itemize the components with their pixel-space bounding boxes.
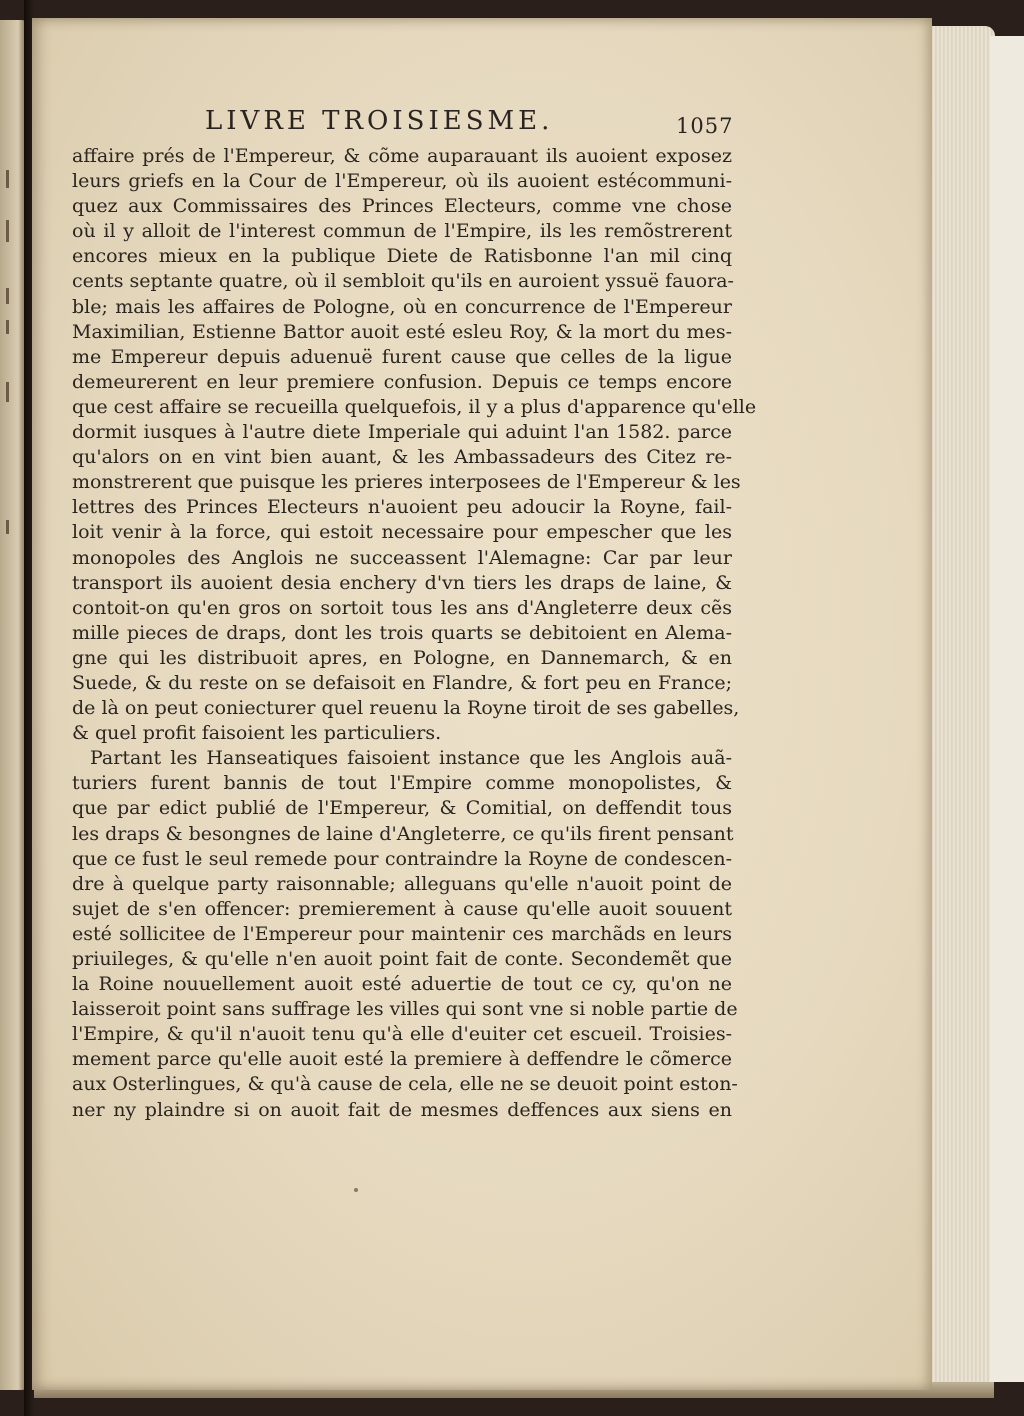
text-line: monstrerent que puisque les prieres interposees de l'Empereur & les (72, 471, 741, 494)
text-line: ner ny plaindre si on auoit fait de mesmes deffences aux siens en (72, 1098, 732, 1121)
text-line: lettres des Princes Electeurs n'auoient peu adoucir la Royne, fail- (72, 496, 732, 519)
text-line: demeurerent en leur premiere confusion. Depuis ce temps encore (72, 370, 732, 393)
text-line: dre à quelque party raisonnable; alleguans qu'elle n'auoit point de (72, 872, 732, 895)
page-number: 1057 (676, 114, 734, 138)
text-line: Maximilian, Estienne Battor auoit esté esleu Roy, & la mort du mes- (72, 320, 732, 343)
text-line: loit venir à la force, qui estoit necessaire pour empescher que les (72, 521, 732, 544)
text-line: que cest affaire se recueilla quelquefois, il y a plus d'apparence qu'elle (72, 395, 757, 418)
text-line: quez aux Commissaires des Princes Electeurs, comme vne chose (72, 195, 732, 218)
text-line: qu'alors on en vint bien auant, & les Ambassadeurs des Citez re- (72, 446, 732, 469)
text-line: dormit iusques à l'autre diete Imperiale qui aduint l'an 1582. parce (72, 421, 732, 444)
body-text (72, 144, 757, 1123)
text-line: affaire prés de l'Empereur, & cõme auparauant ils auoient exposez (72, 145, 732, 167)
text-line: les draps & besongnes de laine d'Angleterre, ce qu'ils firent pensant (72, 822, 734, 845)
text-line: aux Osterlingues, & qu'à cause de cela, elle ne se deuoit point eston- (72, 1073, 738, 1096)
text-line: transport ils auoient desia enchery d'vn tiers les draps de laine, & (72, 571, 732, 594)
text-line: leurs griefs en la Cour de l'Empereur, où ils auoient estécommuni- (72, 170, 732, 193)
text-line: esté sollicitee de l'Empereur pour maintenir ces marchãds en leurs (72, 922, 732, 945)
text-line: & quel profit faisoient les particuliers. (72, 722, 442, 745)
text-line: que par edict publié de l'Empereur, & Comitial, on deffendit tous (72, 797, 732, 820)
text-line: me Empereur depuis aduenuë furent cause que celles de la ligue (72, 345, 732, 368)
text-line: priuileges, & qu'elle n'en auoit point fait de conte. Secondemẽt que (72, 948, 732, 970)
text-line: monopoles des Anglois ne succeassent l'Alemagne: Car par leur (72, 546, 732, 569)
facing-page-edge (0, 20, 26, 1390)
text-line: l'Empire, & qu'il n'auoit tenu qu'à elle d'euiter cet escueil. Troisies- (72, 1023, 732, 1046)
text-line: mille pieces de draps, dont les trois quarts se debitoient en Alema- (72, 621, 732, 644)
text-line: ble; mais les affaires de Pologne, où en concurrence de l'Empereur (72, 295, 732, 318)
text-line: contoit-on qu'en gros on sortoit tous les ans d'Angleterre deux cẽs (72, 596, 732, 619)
running-head: LIVRE TROISIESME. (205, 106, 554, 136)
text-line: que ce fust le seul remede pour contraindre la Royne de condescen- (72, 847, 732, 870)
text-line: mement parce qu'elle auoit esté la premiere à deffendre le cõmerce (72, 1048, 732, 1071)
text-line: Partant les Hanseatiques faisoient instance que les Anglois auã- (90, 747, 732, 770)
text-line: encores mieux en la publique Diete de Ratisbonne l'an mil cinq (72, 245, 732, 268)
text-line: sujet de s'en offencer: premierement à cause qu'elle auoit souuent (72, 897, 732, 920)
text-line: Suede, & du reste on se defaisoit en Flandre, & fort peu en France; (72, 671, 732, 694)
book-cover-edge (990, 36, 1024, 1382)
page-edges (925, 26, 995, 1386)
text-line: la Roine nouuellement auoit esté aduertie de tout ce cy, qu'on ne (72, 973, 732, 996)
text-line: cents septante quatre, où il sembloit qu'ils en auroient yssuë fauora- (72, 270, 734, 293)
text-line: de là on peut coniecturer quel reuenu la Royne tiroit de ses gabelles, (72, 697, 740, 720)
text-line: laisseroit point sans suffrage les villes qui sont vne si noble partie de (72, 998, 738, 1021)
text-line: gne qui les distribuoit apres, en Pologne, en Dannemarch, & en (72, 646, 732, 669)
text-line: où il y alloit de l'interest commun de l'Empire, ils les remõstrerent (72, 220, 732, 243)
text-line: turiers furent bannis de tout l'Empire comme monopolistes, & (72, 772, 732, 795)
